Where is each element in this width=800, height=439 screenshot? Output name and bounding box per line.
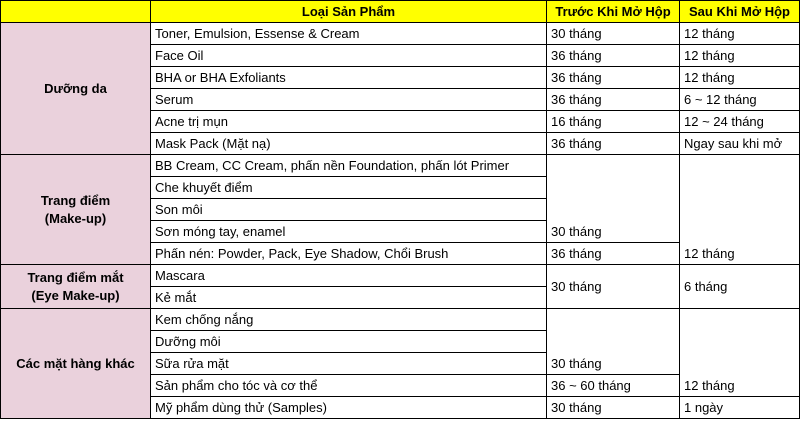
table-row <box>1 309 800 331</box>
after-opening-cell: 12 tháng <box>680 155 800 265</box>
product-cell: Kẻ mắt <box>151 287 547 309</box>
product-cell: Sản phẩm cho tóc và cơ thể <box>151 375 547 397</box>
category-label-sub: (Eye Make-up) <box>31 287 120 303</box>
product-cell: Mascara <box>151 265 547 287</box>
header-before-opening: Trước Khi Mở Hộp <box>547 1 680 23</box>
product-cell: Face Oil <box>151 45 547 67</box>
before-opening-cell: 36 tháng <box>547 133 680 155</box>
before-opening-cell: 30 tháng <box>547 309 680 375</box>
header-product: Loại Sản Phẩm <box>151 1 547 23</box>
after-opening-cell: Ngay sau khi mở <box>680 133 800 155</box>
category-other <box>1 309 151 419</box>
product-cell: Che khuyết điểm <box>151 177 547 199</box>
product-cell: Phấn nén: Powder, Pack, Eye Shadow, Chổi Brush <box>151 243 547 265</box>
product-cell: Mỹ phẩm dùng thử (Samples) <box>151 397 547 419</box>
before-opening-cell: 36 tháng <box>547 89 680 111</box>
category-label: Các mặt hàng khác <box>16 355 135 371</box>
before-opening-cell: 36 tháng <box>547 45 680 67</box>
product-cell: Sơn móng tay, enamel <box>151 221 547 243</box>
table-row <box>1 155 800 177</box>
product-cell: Serum <box>151 89 547 111</box>
category-label-sub: (Make-up) <box>44 210 107 226</box>
before-opening-cell: 30 tháng <box>547 155 680 243</box>
table-row <box>1 265 800 287</box>
product-cell: Mask Pack (Mặt nạ) <box>151 133 547 155</box>
after-opening-cell: 12 tháng <box>680 23 800 45</box>
product-cell: BHA or BHA Exfoliants <box>151 67 547 89</box>
after-opening-cell: 6 ~ 12 tháng <box>680 89 800 111</box>
product-cell: Toner, Emulsion, Essense & Cream <box>151 23 547 45</box>
product-cell: Kem chống nắng <box>151 309 547 331</box>
after-opening-cell: 12 tháng <box>680 309 800 397</box>
after-opening-cell: 12 tháng <box>680 67 800 89</box>
category-skincare <box>1 23 151 155</box>
before-opening-cell: 16 tháng <box>547 111 680 133</box>
product-cell: Acne trị mụn <box>151 111 547 133</box>
after-opening-cell: 1 ngày <box>680 397 800 419</box>
category-makeup <box>1 155 151 265</box>
category-label: Dưỡng da <box>44 80 107 96</box>
before-opening-cell: 36 tháng <box>547 67 680 89</box>
before-opening-cell: 30 tháng <box>547 397 680 419</box>
header-row <box>1 1 800 23</box>
after-opening-cell: 12 tháng <box>680 45 800 67</box>
product-cell: Son môi <box>151 199 547 221</box>
before-opening-cell: 36 tháng <box>547 243 680 265</box>
header-category <box>1 1 151 23</box>
product-cell: Dưỡng môi <box>151 331 547 353</box>
product-cell: BB Cream, CC Cream, phấn nền Foundation, phấn lót Primer <box>151 155 547 177</box>
before-opening-cell: 30 tháng <box>547 23 680 45</box>
category-label: Trang điểm <box>40 192 111 208</box>
header-after-opening: Sau Khi Mở Hộp <box>680 1 800 23</box>
table-row <box>1 23 800 45</box>
category-label: Trang điểm mắt <box>27 269 124 285</box>
before-opening-cell: 30 tháng <box>547 265 680 309</box>
product-cell: Sữa rửa mặt <box>151 353 547 375</box>
category-eye-makeup <box>1 265 151 309</box>
after-opening-cell: 12 ~ 24 tháng <box>680 111 800 133</box>
after-opening-cell: 6 tháng <box>680 265 800 309</box>
before-opening-cell: 36 ~ 60 tháng <box>547 375 680 397</box>
